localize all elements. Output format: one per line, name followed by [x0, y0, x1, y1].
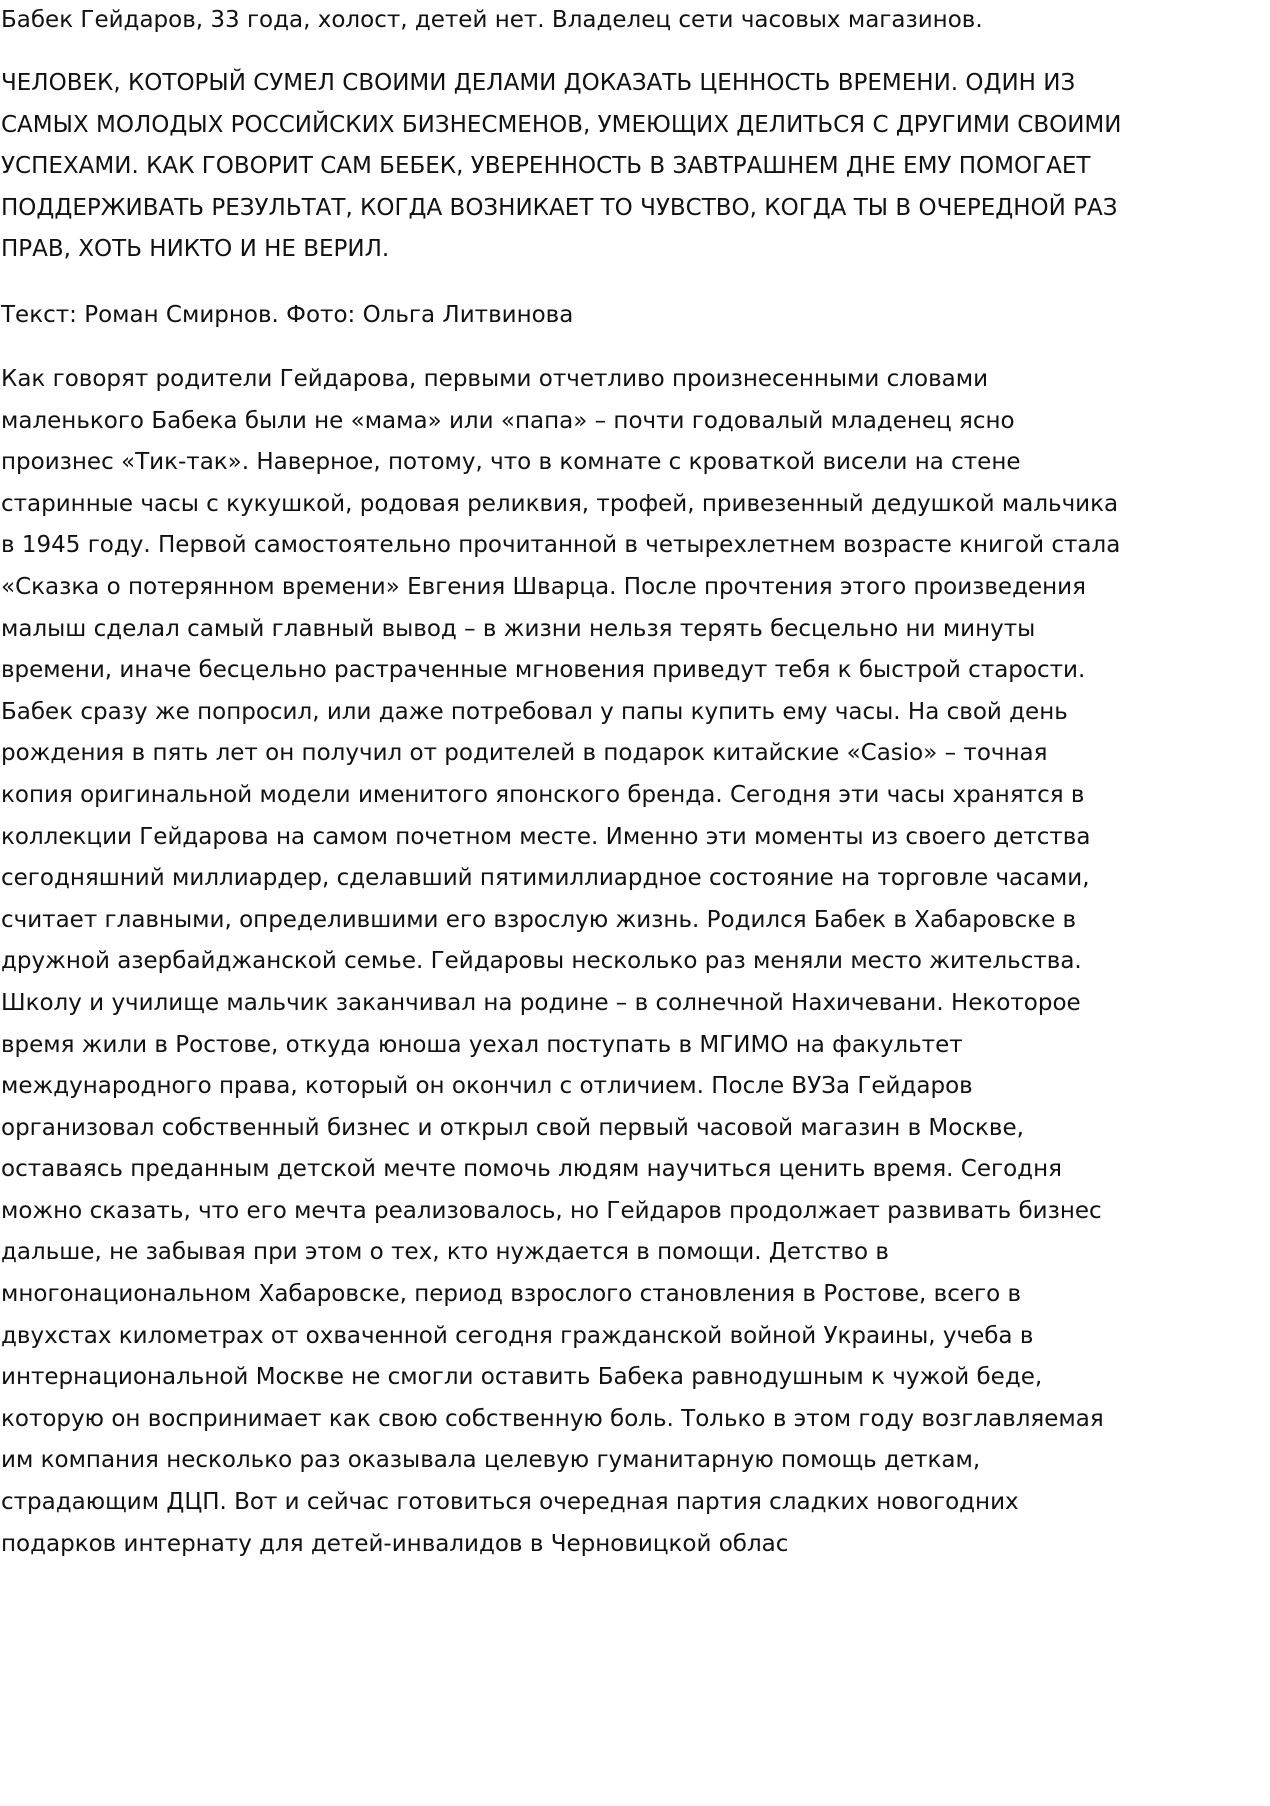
bio-text: Бабек Гейдаров, 33 года, холост, детей нет. Владелец сети часовых магазинов.: [1, 7, 983, 33]
body-line: оставаясь преданным детской мечте помочь людям научиться ценить время. Сегодня: [1, 1156, 1062, 1183]
credit-line: [1, 295, 573, 337]
lead-paragraph: [1, 63, 1121, 271]
body-line: рождения в пять лет он получил от родителей в подарок китайские «Casio» – точная: [1, 740, 1048, 767]
body-line: страдающим ДЦП. Вот и сейчас готовиться очередная партия сладких новогодних: [1, 1489, 1019, 1516]
lead-line: ПОДДЕРЖИВАТЬ РЕЗУЛЬТАТ, КОГДА ВОЗНИКАЕТ ТО ЧУВСТВО, КОГДА ТЫ В ОЧЕРЕДНОЙ РАЗ: [1, 194, 1118, 221]
body-line: Школу и училище мальчик заканчивал на родине – в солнечной Нахичевани. Некоторое: [1, 989, 1081, 1016]
body-line: Бабек сразу же попросил, или даже потребовал у папы купить ему часы. На свой день: [1, 698, 1068, 725]
body-line: им компания несколько раз оказывала целевую гуманитарную помощь деткам,: [1, 1447, 981, 1474]
body-line: произнес «Тик-так». Наверное, потому, что в комнате с кроваткой висели на стене: [1, 449, 1021, 476]
body-line: старинные часы с кукушкой, родовая реликвия, трофей, привезенный дедушкой мальчика: [1, 490, 1119, 517]
body-paragraph: [1, 359, 1120, 1565]
lead-line: ЧЕЛОВЕК, КОТОРЫЙ СУМЕЛ СВОИМИ ДЕЛАМИ ДОКАЗАТЬ ЦЕННОСТЬ ВРЕМЕНИ. ОДИН ИЗ: [1, 70, 1076, 96]
body-line: Как говорят родители Гейдарова, первыми отчетливо произнесенными словами: [1, 366, 989, 392]
body-line: малыш сделал самый главный вывод – в жизни нельзя терять бесцельно ни минуты: [1, 615, 1036, 642]
body-line: коллекции Гейдарова на самом почетном месте. Именно эти моменты из своего детства: [1, 823, 1091, 850]
body-line: копия оригинальной модели именитого японского бренда. Сегодня эти часы хранятся в: [1, 781, 1085, 808]
body-line: двухстах километрах от охваченной сегодня гражданской войной Украины, учеба в: [1, 1322, 1034, 1349]
body-line: дальше, не забывая при этом о тех, кто нуждается в помощи. Детство в: [1, 1239, 889, 1266]
body-line: считает главными, определившими его взрослую жизнь. Родился Бабек в Хабаровске в: [1, 906, 1077, 933]
body-line: которую он воспринимает как свою собственную боль. Только в этом году возглавляемая: [1, 1405, 1104, 1432]
lead-line: УСПЕХАМИ. КАК ГОВОРИТ САМ БЕБЕК, УВЕРЕННОСТЬ В ЗАВТРАШНЕМ ДНЕ ЕМУ ПОМОГАЕТ: [1, 153, 1091, 180]
body-line: в 1945 году. Первой самостоятельно прочитанной в четырехлетнем возрасте книгой стала: [1, 532, 1121, 559]
bio-line: [1, 0, 983, 42]
body-line: маленького Бабека были не «мама» или «папа» – почти годовалый младенец ясно: [1, 407, 1015, 434]
lead-line: ПРАВ, ХОТЬ НИКТО И НЕ ВЕРИЛ.: [1, 236, 390, 263]
body-line: сегодняшний миллиардер, сделавший пятимиллиардное состояние на торговле часами,: [1, 865, 1090, 892]
body-line: можно сказать, что его мечта реализовалось, но Гейдаров продолжает развивать бизнес: [1, 1197, 1102, 1224]
body-line: время жили в Ростове, откуда юноша уехал поступать в МГИМО на факультет: [1, 1031, 963, 1058]
lead-line: САМЫХ МОЛОДЫХ РОССИЙСКИХ БИЗНЕСМЕНОВ, УМЕЮЩИХ ДЕЛИТЬСЯ С ДРУГИМИ СВОИМИ: [1, 111, 1122, 138]
body-line: интернациональной Москве не смогли оставить Бабека равнодушным к чужой беде,: [1, 1364, 1043, 1391]
body-line: времени, иначе бесцельно растраченные мгновения приведут тебя к быстрой старости.: [1, 657, 1086, 684]
body-line: подарков интернату для детей-инвалидов в Черновицкой облас: [1, 1530, 789, 1557]
body-line: международного права, который он окончил с отличием. После ВУЗа Гейдаров: [1, 1073, 973, 1100]
credit-text: Текст: Роман Смирнов. Фото: Ольга Литвинова: [1, 302, 574, 328]
body-line: организовал собственный бизнес и открыл свой первый часовой магазин в Москве,: [1, 1114, 1024, 1141]
body-line: «Сказка о потерянном времени» Евгения Шварца. После прочтения этого произведения: [1, 573, 1086, 600]
body-line: многонациональном Хабаровске, период взрослого становления в Ростове, всего в: [1, 1281, 1022, 1308]
body-line: дружной азербайджанской семье. Гейдаровы несколько раз меняли место жительства.: [1, 948, 1082, 975]
